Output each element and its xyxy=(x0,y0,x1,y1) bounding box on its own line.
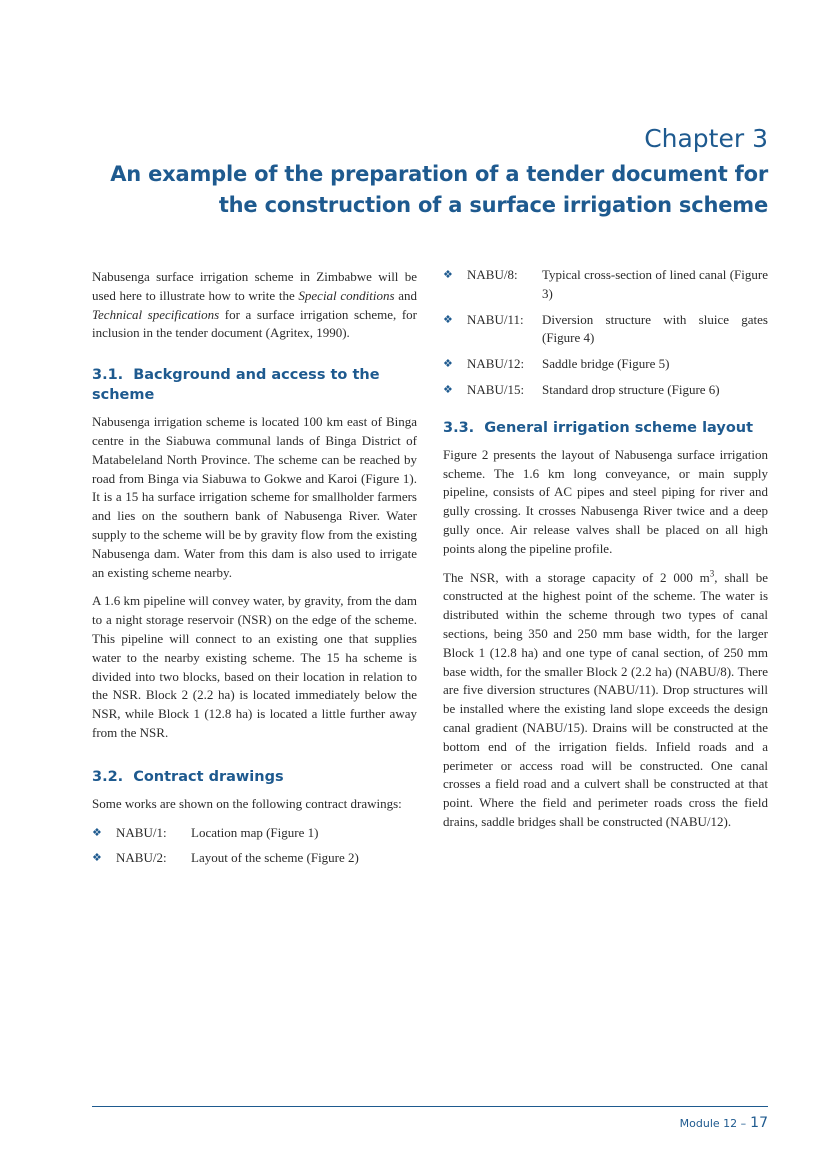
section-heading-contract-drawings xyxy=(92,767,417,787)
diamond-bullet-icon: ❖ xyxy=(92,852,102,865)
intro-emphasis-technical-specifications: Technical specifications xyxy=(92,306,220,322)
drawing-description: Location map (Figure 1) xyxy=(191,824,319,840)
left-column xyxy=(92,266,417,875)
contract-intro: Some works are shown on the following contract drawings: xyxy=(92,795,402,811)
layout-text-b: , shall be constructed at the highest point of the scheme. The water is distributed within the scheme through two types of canal sections, being 350 and 250 mm base width, for the larger Block 1 (12.8 ha) and one type of canal section, of 250 mm base width, for the smaller Block 2 (2.2 ha) (NABU/8). There are five diversion structures (NABU/11). Drop structures will be installed where the existing land slope exceeds the design canal gradient (NABU/15). Drains will be constructed at the bottom end of the irrigation fields. Infield roads and a perimeter or access road will be constructed. One canal crosses a field road and a culvert shall be constructed at that point. Where the field and perimeter roads cross the field drains, saddle bridges shall be constructed (NABU/12). xyxy=(443,569,768,829)
list-item xyxy=(443,355,768,374)
drawing-description: Layout of the scheme (Figure 2) xyxy=(191,850,359,866)
background-paragraph-2: A 1.6 km pipeline will convey water, by gravity, from the dam to a night storage reservoir (NSR) on the edge of the scheme. This pipeline will connect to an existing one that supplies water to the nearby existing scheme. The 15 ha scheme is divided into two blocks, based on their location in relation to the NSR. Block 2 (2.2 ha) is located immediately below the NSR, while Block 1 (12.8 ha) is located a little further away from the NSR. xyxy=(92,593,417,740)
drawing-description: Saddle bridge (Figure 5) xyxy=(542,356,670,372)
layout-paragraph-2 xyxy=(443,569,768,832)
drawing-description: Diversion structure with sluice gates (Figure 4) xyxy=(542,311,768,346)
drawing-code: NABU/15: xyxy=(467,381,525,397)
section-number: 3.3. xyxy=(443,419,475,436)
layout-paragraph-1: Figure 2 presents the layout of Nabusenga surface irrigation scheme. The 1.6 km long conveyance, or main supply pipeline, consists of AC pipes and steel piping for river and gully crossing. It crosses Nabusenga River twice and a deep gully once. Air release valves shall be placed on all high points along the pipeline profile. xyxy=(443,446,768,556)
chapter-title: An example of the preparation of a tender document for the construction of a surface irrigation scheme xyxy=(110,162,768,217)
layout-text-a: The NSR, with a storage capacity of 2 000 m xyxy=(443,569,710,585)
diamond-bullet-icon: ❖ xyxy=(443,383,453,396)
section-title: Contract drawings xyxy=(133,768,284,785)
list-item xyxy=(443,311,768,349)
intro-paragraph xyxy=(92,268,417,343)
drawing-code: NABU/1: xyxy=(116,824,167,840)
module-label: Module 12 – xyxy=(679,1117,747,1130)
section-number: 3.2. xyxy=(92,768,124,785)
drawing-list-left xyxy=(92,824,417,869)
right-column xyxy=(443,266,768,842)
section-number: 3.1. xyxy=(92,367,124,384)
intro-text-2: and xyxy=(394,287,417,303)
drawing-description: Typical cross-section of lined canal (Figure 3) xyxy=(542,267,768,301)
footer-divider xyxy=(92,1106,768,1107)
drawing-list-right xyxy=(443,266,768,400)
intro-emphasis-special-conditions: Special conditions xyxy=(298,287,395,303)
chapter-number: Chapter 3 xyxy=(644,124,768,153)
drawing-code: NABU/11: xyxy=(467,311,524,327)
diamond-bullet-icon: ❖ xyxy=(92,826,102,839)
page-footer xyxy=(680,1115,768,1131)
background-paragraph-1: Nabusenga irrigation scheme is located 100 km east of Binga centre in the Siabuwa communal lands of Binga District of Matabeleland North Province. The scheme can be reached by road from Binga via Siabuwa to Gokwe and Karoi (Figure 1). It is a 15 ha surface irrigation scheme for smallholder farmers and lies on the southern bank of Nabusenga River. Water supply to the scheme will be by gravity flow from the existing Nabusenga dam. Water from this dam is also used to irrigate an existing scheme nearby. xyxy=(92,414,417,580)
superscript: 3 xyxy=(709,568,715,579)
intro-text-1: Nabusenga surface irrigation scheme in Zimbabwe will be used here to illustrate how to write the xyxy=(92,269,417,303)
page-number: 17 xyxy=(750,1115,768,1131)
diamond-bullet-icon: ❖ xyxy=(443,313,453,326)
list-item xyxy=(92,824,417,843)
chapter-heading xyxy=(68,122,768,221)
section-heading-background xyxy=(92,365,417,405)
list-item xyxy=(443,381,768,400)
drawing-code: NABU/12: xyxy=(467,356,525,372)
intro-text-3: for a surface irrigation scheme, for inclusion in the tender document (Agritex, 1990). xyxy=(92,306,417,341)
drawing-code: NABU/2: xyxy=(116,850,167,866)
section-title: General irrigation scheme layout xyxy=(484,419,754,436)
section-heading-general-layout xyxy=(443,418,768,438)
section-title: Background and access to the scheme xyxy=(92,367,380,404)
diamond-bullet-icon: ❖ xyxy=(443,269,453,281)
drawing-description: Standard drop structure (Figure 6) xyxy=(542,381,720,397)
list-item xyxy=(92,849,417,868)
diamond-bullet-icon: ❖ xyxy=(443,358,453,371)
list-item xyxy=(443,266,768,304)
drawing-code: NABU/8: xyxy=(467,267,518,282)
